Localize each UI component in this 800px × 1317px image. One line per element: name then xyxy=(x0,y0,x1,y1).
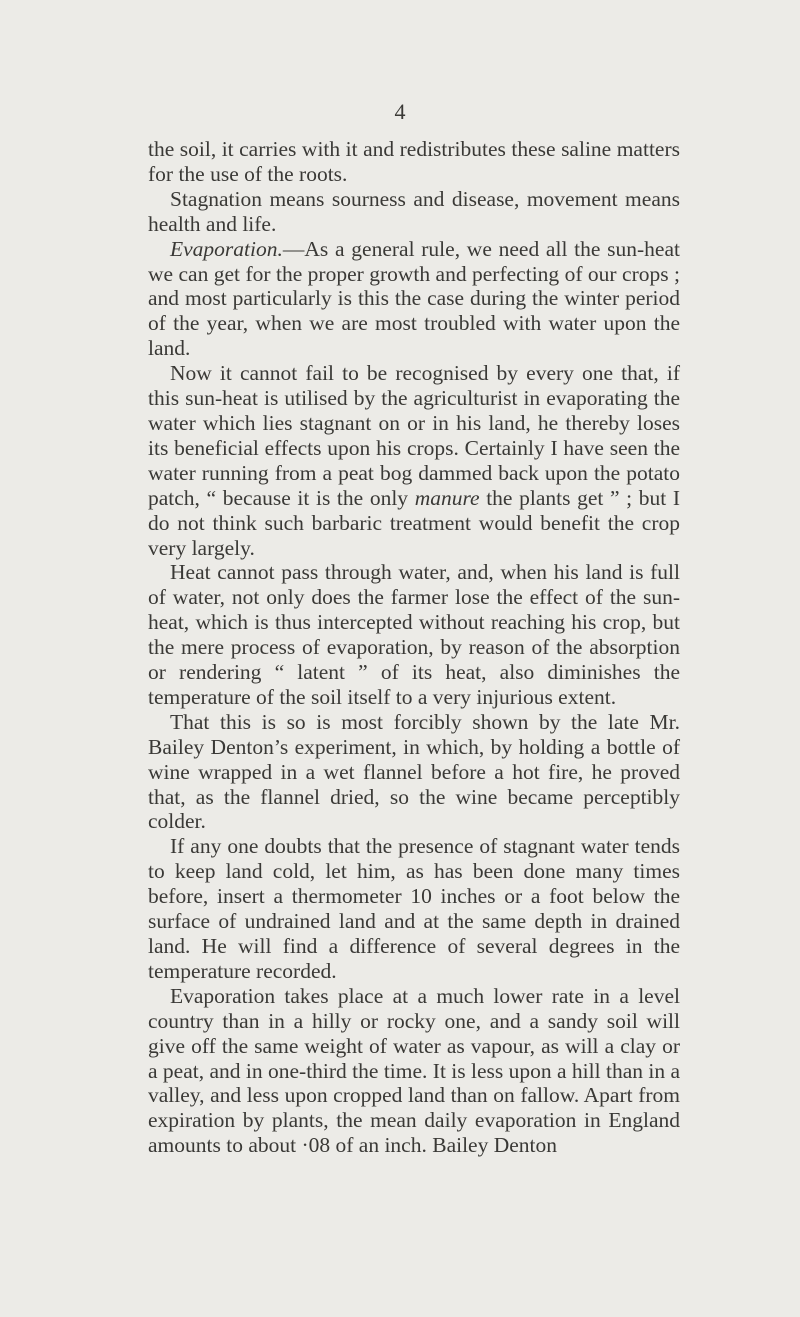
paragraph-7-text: If any one doubts that the presence of stagnant water tends to keep land cold, let him, as has been done many times before, insert a thermometer 10 inches or a foot below the surface of undrained land and at the same depth in drained land. He will find a difference of several degrees in the temperature recorded. xyxy=(148,834,680,983)
body-text xyxy=(148,137,680,1158)
paragraph-8 xyxy=(148,984,680,1158)
paragraph-2 xyxy=(148,187,680,237)
paragraph-2-text: Stagnation means sourness and disease, movement means health and life. xyxy=(148,186,680,236)
section-heading-evaporation: Evaporation. xyxy=(170,236,283,261)
paragraph-1-text: the soil, it carries with it and redistributes these saline matters for the use of the roots. xyxy=(148,137,680,186)
paragraph-7 xyxy=(148,834,680,983)
paragraph-1 xyxy=(148,137,680,187)
paragraph-3 xyxy=(148,237,680,362)
paragraph-4 xyxy=(148,361,680,560)
paragraph-3-text: —As a general rule, we need all the sun-heat we can get for the proper growth and perfecting of our crops ; and most particularly is this the case during the winter period of the year, when we are most troubled with water upon the land. xyxy=(148,236,680,361)
paragraph-4-text-after: the plants get ” ; but I do not think such barbaric treatment would benefit the crop very largely. xyxy=(148,485,680,560)
paragraph-8-text: Evaporation takes place at a much lower rate in a level country than in a hilly or rocky one, and a sandy soil will give off the same weight of water as vapour, as will a clay or a peat, and in one-third the time. It is less upon a hill than in a valley, and less upon cropped land than on fallow. Apart from expiration by plants, the mean daily evaporation in England amounts to about ·08 of an inch. Bailey Denton xyxy=(148,983,680,1158)
paragraph-6-text: That this is so is most forcibly shown by the late Mr. Bailey Denton’s experiment, in which, by holding a bottle of wine wrapped in a wet flannel before a hot fire, he proved that, as the flannel dried, so the wine became perceptibly colder. xyxy=(148,709,680,834)
paragraph-5 xyxy=(148,560,680,709)
paragraph-4-text-before: Now it cannot fail to be recognised by every one that, if this sun-heat is utilised by the agriculturist in evaporating the water which lies stagnant on or in his land, he thereby loses its beneficial effects upon his crops. Certainly I have seen the water running from a peat bog dammed back upon the potato patch, “ because it is the only xyxy=(148,361,680,510)
paragraph-5-text: Heat cannot pass through water, and, when his land is full of water, not only does the farmer lose the effect of the sun-heat, which is thus intercepted without reaching his crop, but the mere process of evaporation, by reason of the absorption or rendering “ latent ” of its heat, also diminishes the temperature of the soil itself to a very injurious extent. xyxy=(148,560,680,709)
page-number: 4 xyxy=(394,99,406,124)
paragraph-4-emphasis: manure xyxy=(414,485,480,510)
paragraph-6 xyxy=(148,710,680,835)
